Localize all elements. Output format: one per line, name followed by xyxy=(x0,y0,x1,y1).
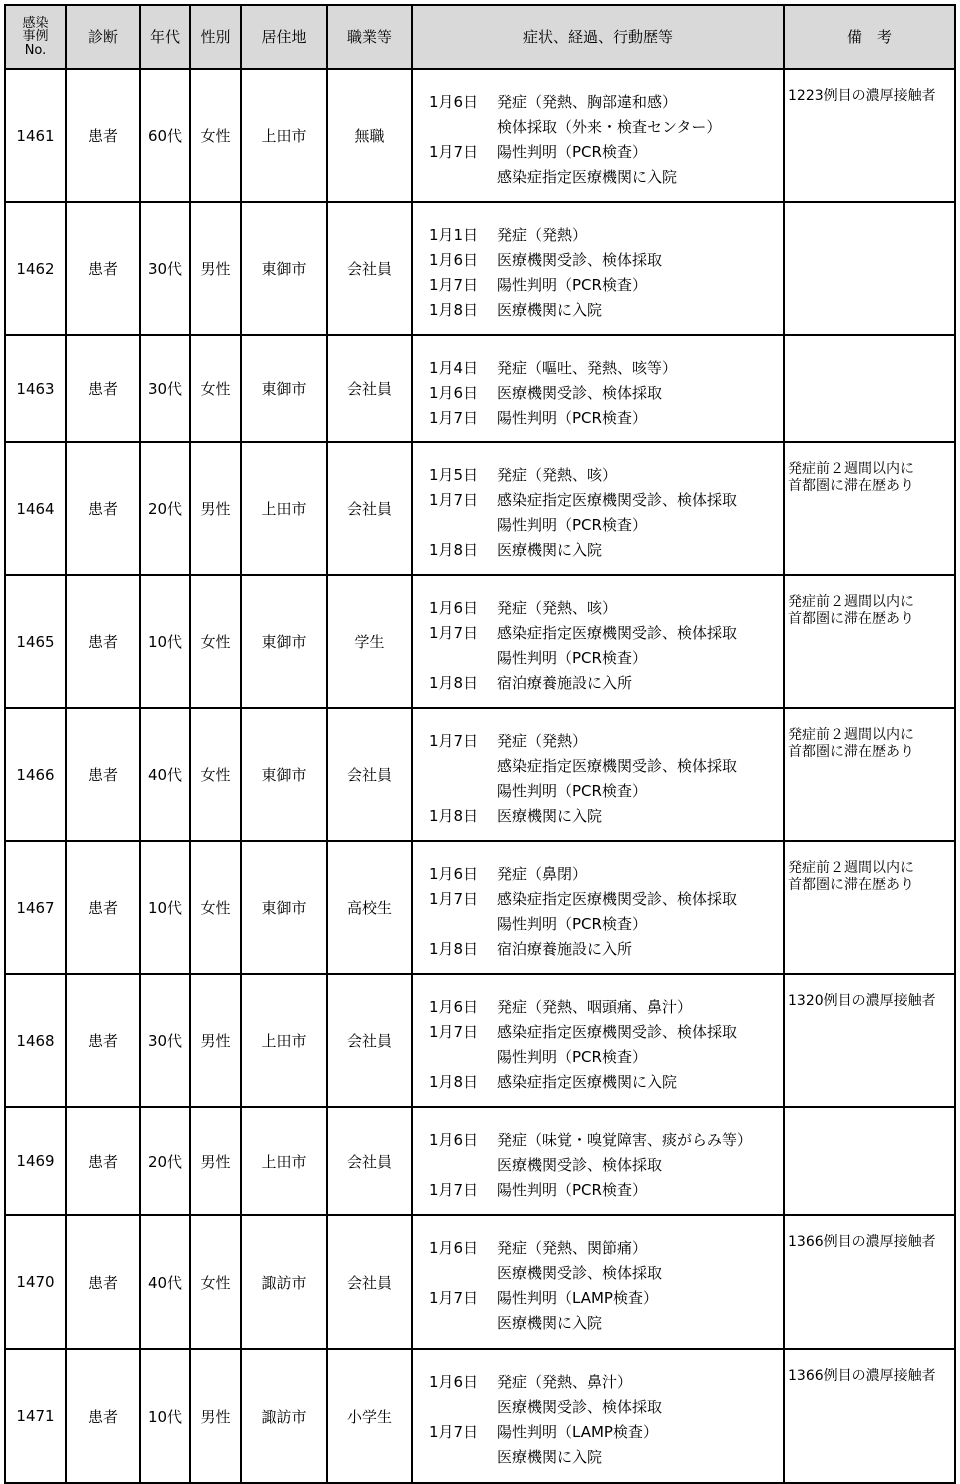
diagnosis-cell: 患者 xyxy=(66,442,140,575)
case-no-cell: 1469 xyxy=(5,1107,66,1215)
history-entry xyxy=(429,1070,783,1095)
history-text: 宿泊療養施設に入所 xyxy=(497,674,633,692)
history-date: 1月7日 xyxy=(429,890,479,908)
header-diagnosis: 診断 xyxy=(66,5,140,69)
history-text: 感染症指定医療機関受診、検体採取 xyxy=(497,757,738,775)
diagnosis-cell: 患者 xyxy=(66,202,140,335)
history-text: 陽性判明（PCR検査） xyxy=(497,915,647,933)
history-entry xyxy=(429,463,783,488)
history-date: 1月8日 xyxy=(429,1073,479,1091)
history-date: 1月6日 xyxy=(429,384,479,402)
occupation-cell: 会社員 xyxy=(327,708,412,841)
history-date xyxy=(429,1261,497,1286)
history-text: 陽性判明（LAMP検査） xyxy=(497,1289,658,1307)
notes-cell xyxy=(784,442,955,575)
history-text: 発症（発熱、咳） xyxy=(497,599,618,617)
note-line: 発症前２週間以内に xyxy=(788,727,914,743)
table-row xyxy=(5,974,955,1107)
case-no-cell: 1463 xyxy=(5,335,66,442)
residence-cell: 上田市 xyxy=(241,69,327,202)
history-entry xyxy=(429,538,783,563)
header-sex: 性別 xyxy=(190,5,241,69)
header-occupation: 職業等 xyxy=(327,5,412,69)
history-text: 発症（嘔吐、発熱、咳等） xyxy=(497,359,678,377)
history-date: 1月8日 xyxy=(429,674,479,692)
case-no-cell: 1462 xyxy=(5,202,66,335)
case-no-cell: 1471 xyxy=(5,1349,66,1483)
sex-cell: 男性 xyxy=(190,1349,241,1483)
history-date: 1月8日 xyxy=(429,541,479,559)
history-date xyxy=(429,165,497,190)
note-line: 1366例目の濃厚接触者 xyxy=(788,1234,936,1250)
diagnosis-cell: 患者 xyxy=(66,974,140,1107)
history-date xyxy=(429,115,497,140)
residence-cell: 上田市 xyxy=(241,442,327,575)
history-text: 医療機関に入院 xyxy=(497,1448,603,1466)
diagnosis-cell: 患者 xyxy=(66,335,140,442)
history-entry xyxy=(429,937,783,962)
history-entry xyxy=(429,754,783,779)
case-no-cell: 1465 xyxy=(5,575,66,708)
diagnosis-cell: 患者 xyxy=(66,841,140,974)
age-cell: 30代 xyxy=(140,202,190,335)
header-residence: 居住地 xyxy=(241,5,327,69)
history-date: 1月5日 xyxy=(429,466,479,484)
occupation-cell: 会社員 xyxy=(327,974,412,1107)
case-no-cell: 1461 xyxy=(5,69,66,202)
history-entry xyxy=(429,1286,783,1311)
history-date: 1月7日 xyxy=(429,624,479,642)
history-entry xyxy=(429,223,783,248)
table-row xyxy=(5,1215,955,1349)
history-entry xyxy=(429,646,783,671)
history-entry xyxy=(429,90,783,115)
history-text: 発症（発熱） xyxy=(497,226,588,244)
history-entry xyxy=(429,406,783,431)
history-text: 陽性判明（PCR検査） xyxy=(497,1048,647,1066)
history-entry xyxy=(429,804,783,829)
table-row xyxy=(5,69,955,202)
history-text: 宿泊療養施設に入所 xyxy=(497,940,633,958)
history-text: 医療機関受診、検体採取 xyxy=(497,384,663,402)
case-no-cell: 1468 xyxy=(5,974,66,1107)
occupation-cell: 会社員 xyxy=(327,442,412,575)
notes-cell xyxy=(784,708,955,841)
sex-cell: 男性 xyxy=(190,1107,241,1215)
history-date: 1月8日 xyxy=(429,807,479,825)
history-entry xyxy=(429,779,783,804)
history-cell xyxy=(412,335,784,442)
history-entry xyxy=(429,1445,783,1470)
history-text: 感染症指定医療機関受診、検体採取 xyxy=(497,624,738,642)
history-entry xyxy=(429,165,783,190)
table-row xyxy=(5,575,955,708)
history-date: 1月6日 xyxy=(429,251,479,269)
history-date: 1月7日 xyxy=(429,491,479,509)
history-entry xyxy=(429,298,783,323)
case-no-cell: 1466 xyxy=(5,708,66,841)
diagnosis-cell: 患者 xyxy=(66,1107,140,1215)
history-text: 陽性判明（PCR検査） xyxy=(497,143,647,161)
history-date: 1月4日 xyxy=(429,359,479,377)
notes-cell xyxy=(784,841,955,974)
history-entry xyxy=(429,1370,783,1395)
age-cell: 30代 xyxy=(140,974,190,1107)
history-entry xyxy=(429,248,783,273)
note-line: 首都圏に滞在歴あり xyxy=(788,478,914,494)
history-text: 検体採取（外来・検査センター） xyxy=(497,118,722,136)
history-text: 医療機関に入院 xyxy=(497,301,603,319)
sex-cell: 男性 xyxy=(190,442,241,575)
history-entry xyxy=(429,1178,783,1203)
history-text: 陽性判明（PCR検査） xyxy=(497,649,647,667)
history-text: 感染症指定医療機関受診、検体採取 xyxy=(497,1023,738,1041)
history-date: 1月1日 xyxy=(429,226,479,244)
history-text: 発症（発熱、関節痛） xyxy=(497,1239,648,1257)
history-date: 1月7日 xyxy=(429,1289,479,1307)
history-text: 陽性判明（PCR検査） xyxy=(497,1181,647,1199)
history-date xyxy=(429,1395,497,1420)
history-date xyxy=(429,912,497,937)
sex-cell: 女性 xyxy=(190,575,241,708)
history-date xyxy=(429,1311,497,1336)
history-date: 1月6日 xyxy=(429,93,479,111)
history-text: 発症（発熱） xyxy=(497,732,588,750)
history-entry xyxy=(429,862,783,887)
occupation-cell: 学生 xyxy=(327,575,412,708)
age-cell: 20代 xyxy=(140,1107,190,1215)
sex-cell: 男性 xyxy=(190,202,241,335)
occupation-cell: 高校生 xyxy=(327,841,412,974)
history-date xyxy=(429,1153,497,1178)
age-cell: 10代 xyxy=(140,575,190,708)
sex-cell: 女性 xyxy=(190,335,241,442)
history-date: 1月7日 xyxy=(429,1181,479,1199)
residence-cell: 上田市 xyxy=(241,1107,327,1215)
history-entry xyxy=(429,273,783,298)
history-entry xyxy=(429,513,783,538)
history-text: 陽性判明（PCR検査） xyxy=(497,516,647,534)
note-line: 発症前２週間以内に xyxy=(788,461,914,477)
sex-cell: 女性 xyxy=(190,1215,241,1349)
history-text: 陽性判明（LAMP検査） xyxy=(497,1423,658,1441)
history-entry xyxy=(429,621,783,646)
note-line: 首都圏に滞在歴あり xyxy=(788,744,914,760)
age-cell: 20代 xyxy=(140,442,190,575)
notes-cell xyxy=(784,335,955,442)
case-no-cell: 1464 xyxy=(5,442,66,575)
history-cell xyxy=(412,708,784,841)
residence-cell: 東御市 xyxy=(241,335,327,442)
history-cell xyxy=(412,1349,784,1483)
history-entry xyxy=(429,1128,783,1153)
history-entry xyxy=(429,1395,783,1420)
history-text: 発症（発熱、咳） xyxy=(497,466,618,484)
history-date: 1月7日 xyxy=(429,276,479,294)
history-date xyxy=(429,646,497,671)
notes-cell xyxy=(784,575,955,708)
history-entry xyxy=(429,995,783,1020)
age-cell: 60代 xyxy=(140,69,190,202)
notes-cell xyxy=(784,1349,955,1483)
history-text: 発症（発熱、鼻汁） xyxy=(497,1373,633,1391)
history-date: 1月7日 xyxy=(429,409,479,427)
history-text: 陽性判明（PCR検査） xyxy=(497,409,647,427)
history-text: 発症（発熱、咽頭痛、鼻汁） xyxy=(497,998,693,1016)
history-date: 1月6日 xyxy=(429,1239,479,1257)
note-line: 1320例目の濃厚接触者 xyxy=(788,993,936,1009)
case-no-cell: 1470 xyxy=(5,1215,66,1349)
history-date: 1月7日 xyxy=(429,1423,479,1441)
table-row xyxy=(5,1107,955,1215)
table-row xyxy=(5,841,955,974)
residence-cell: 上田市 xyxy=(241,974,327,1107)
history-text: 医療機関に入院 xyxy=(497,1314,603,1332)
notes-cell xyxy=(784,1107,955,1215)
table-row xyxy=(5,202,955,335)
history-entry xyxy=(429,1045,783,1070)
history-cell xyxy=(412,575,784,708)
sex-cell: 女性 xyxy=(190,841,241,974)
notes-cell xyxy=(784,974,955,1107)
history-text: 医療機関受診、検体採取 xyxy=(497,251,663,269)
residence-cell: 東御市 xyxy=(241,841,327,974)
history-date: 1月6日 xyxy=(429,998,479,1016)
age-cell: 10代 xyxy=(140,1349,190,1483)
history-text: 医療機関に入院 xyxy=(497,541,603,559)
history-date xyxy=(429,513,497,538)
history-entry xyxy=(429,912,783,937)
history-entry xyxy=(429,1236,783,1261)
history-date xyxy=(429,1045,497,1070)
header-history: 症状、経過、行動歴等 xyxy=(412,5,784,69)
table-row xyxy=(5,335,955,442)
history-cell xyxy=(412,442,784,575)
table-row xyxy=(5,708,955,841)
history-text: 医療機関に入院 xyxy=(497,807,603,825)
history-date: 1月8日 xyxy=(429,301,479,319)
history-text: 医療機関受診、検体採取 xyxy=(497,1398,663,1416)
history-text: 発症（鼻閉） xyxy=(497,865,588,883)
residence-cell: 諏訪市 xyxy=(241,1349,327,1483)
note-line: 発症前２週間以内に xyxy=(788,594,914,610)
history-entry xyxy=(429,1420,783,1445)
history-text: 陽性判明（PCR検査） xyxy=(497,782,647,800)
history-text: 感染症指定医療機関に入院 xyxy=(497,168,678,186)
history-date: 1月6日 xyxy=(429,1131,479,1149)
diagnosis-cell: 患者 xyxy=(66,575,140,708)
history-entry xyxy=(429,729,783,754)
diagnosis-cell: 患者 xyxy=(66,1215,140,1349)
occupation-cell: 会社員 xyxy=(327,335,412,442)
history-date: 1月6日 xyxy=(429,1373,479,1391)
history-date: 1月8日 xyxy=(429,940,479,958)
table-row xyxy=(5,442,955,575)
notes-cell xyxy=(784,202,955,335)
history-entry xyxy=(429,1261,783,1286)
occupation-cell: 会社員 xyxy=(327,1107,412,1215)
occupation-cell: 会社員 xyxy=(327,202,412,335)
history-text: 発症（発熱、胸部違和感） xyxy=(497,93,678,111)
residence-cell: 諏訪市 xyxy=(241,1215,327,1349)
notes-cell xyxy=(784,1215,955,1349)
note-line: 発症前２週間以内に xyxy=(788,860,914,876)
history-date: 1月7日 xyxy=(429,143,479,161)
history-entry xyxy=(429,596,783,621)
history-text: 医療機関受診、検体採取 xyxy=(497,1156,663,1174)
history-entry xyxy=(429,1311,783,1336)
case-no-cell: 1467 xyxy=(5,841,66,974)
diagnosis-cell: 患者 xyxy=(66,69,140,202)
history-text: 陽性判明（PCR検査） xyxy=(497,276,647,294)
diagnosis-cell: 患者 xyxy=(66,708,140,841)
history-text: 感染症指定医療機関に入院 xyxy=(497,1073,678,1091)
header-age: 年代 xyxy=(140,5,190,69)
age-cell: 10代 xyxy=(140,841,190,974)
sex-cell: 女性 xyxy=(190,708,241,841)
sex-cell: 男性 xyxy=(190,974,241,1107)
occupation-cell: 会社員 xyxy=(327,1215,412,1349)
history-entry xyxy=(429,887,783,912)
history-cell xyxy=(412,1107,784,1215)
age-cell: 30代 xyxy=(140,335,190,442)
age-cell: 40代 xyxy=(140,708,190,841)
occupation-cell: 無職 xyxy=(327,69,412,202)
residence-cell: 東御市 xyxy=(241,575,327,708)
history-text: 医療機関受診、検体採取 xyxy=(497,1264,663,1282)
residence-cell: 東御市 xyxy=(241,202,327,335)
residence-cell: 東御市 xyxy=(241,708,327,841)
history-cell xyxy=(412,1215,784,1349)
note-line: 首都圏に滞在歴あり xyxy=(788,877,914,893)
note-line: 1223例目の濃厚接触者 xyxy=(788,88,936,104)
history-date: 1月7日 xyxy=(429,732,479,750)
history-cell xyxy=(412,202,784,335)
header-no: 感染 事例 No. xyxy=(5,5,66,69)
diagnosis-cell: 患者 xyxy=(66,1349,140,1483)
case-table xyxy=(4,4,956,1484)
note-line: 首都圏に滞在歴あり xyxy=(788,611,914,627)
history-date xyxy=(429,779,497,804)
table-row xyxy=(5,1349,955,1483)
history-date: 1月6日 xyxy=(429,599,479,617)
history-entry xyxy=(429,381,783,406)
header-row xyxy=(5,5,955,69)
history-date: 1月7日 xyxy=(429,1023,479,1041)
note-line: 1366例目の濃厚接触者 xyxy=(788,1368,936,1384)
header-notes: 備 考 xyxy=(784,5,955,69)
history-cell xyxy=(412,974,784,1107)
history-entry xyxy=(429,140,783,165)
history-entry xyxy=(429,488,783,513)
history-cell xyxy=(412,69,784,202)
history-text: 感染症指定医療機関受診、検体採取 xyxy=(497,491,738,509)
history-text: 発症（味覚・嗅覚障害、痰がらみ等） xyxy=(497,1131,753,1149)
occupation-cell: 小学生 xyxy=(327,1349,412,1483)
history-entry xyxy=(429,1153,783,1178)
history-entry xyxy=(429,671,783,696)
history-entry xyxy=(429,1020,783,1045)
history-text: 感染症指定医療機関受診、検体採取 xyxy=(497,890,738,908)
history-date xyxy=(429,1445,497,1470)
history-entry xyxy=(429,115,783,140)
sex-cell: 女性 xyxy=(190,69,241,202)
notes-cell xyxy=(784,69,955,202)
history-entry xyxy=(429,356,783,381)
history-cell xyxy=(412,841,784,974)
history-date xyxy=(429,754,497,779)
history-date: 1月6日 xyxy=(429,865,479,883)
age-cell: 40代 xyxy=(140,1215,190,1349)
